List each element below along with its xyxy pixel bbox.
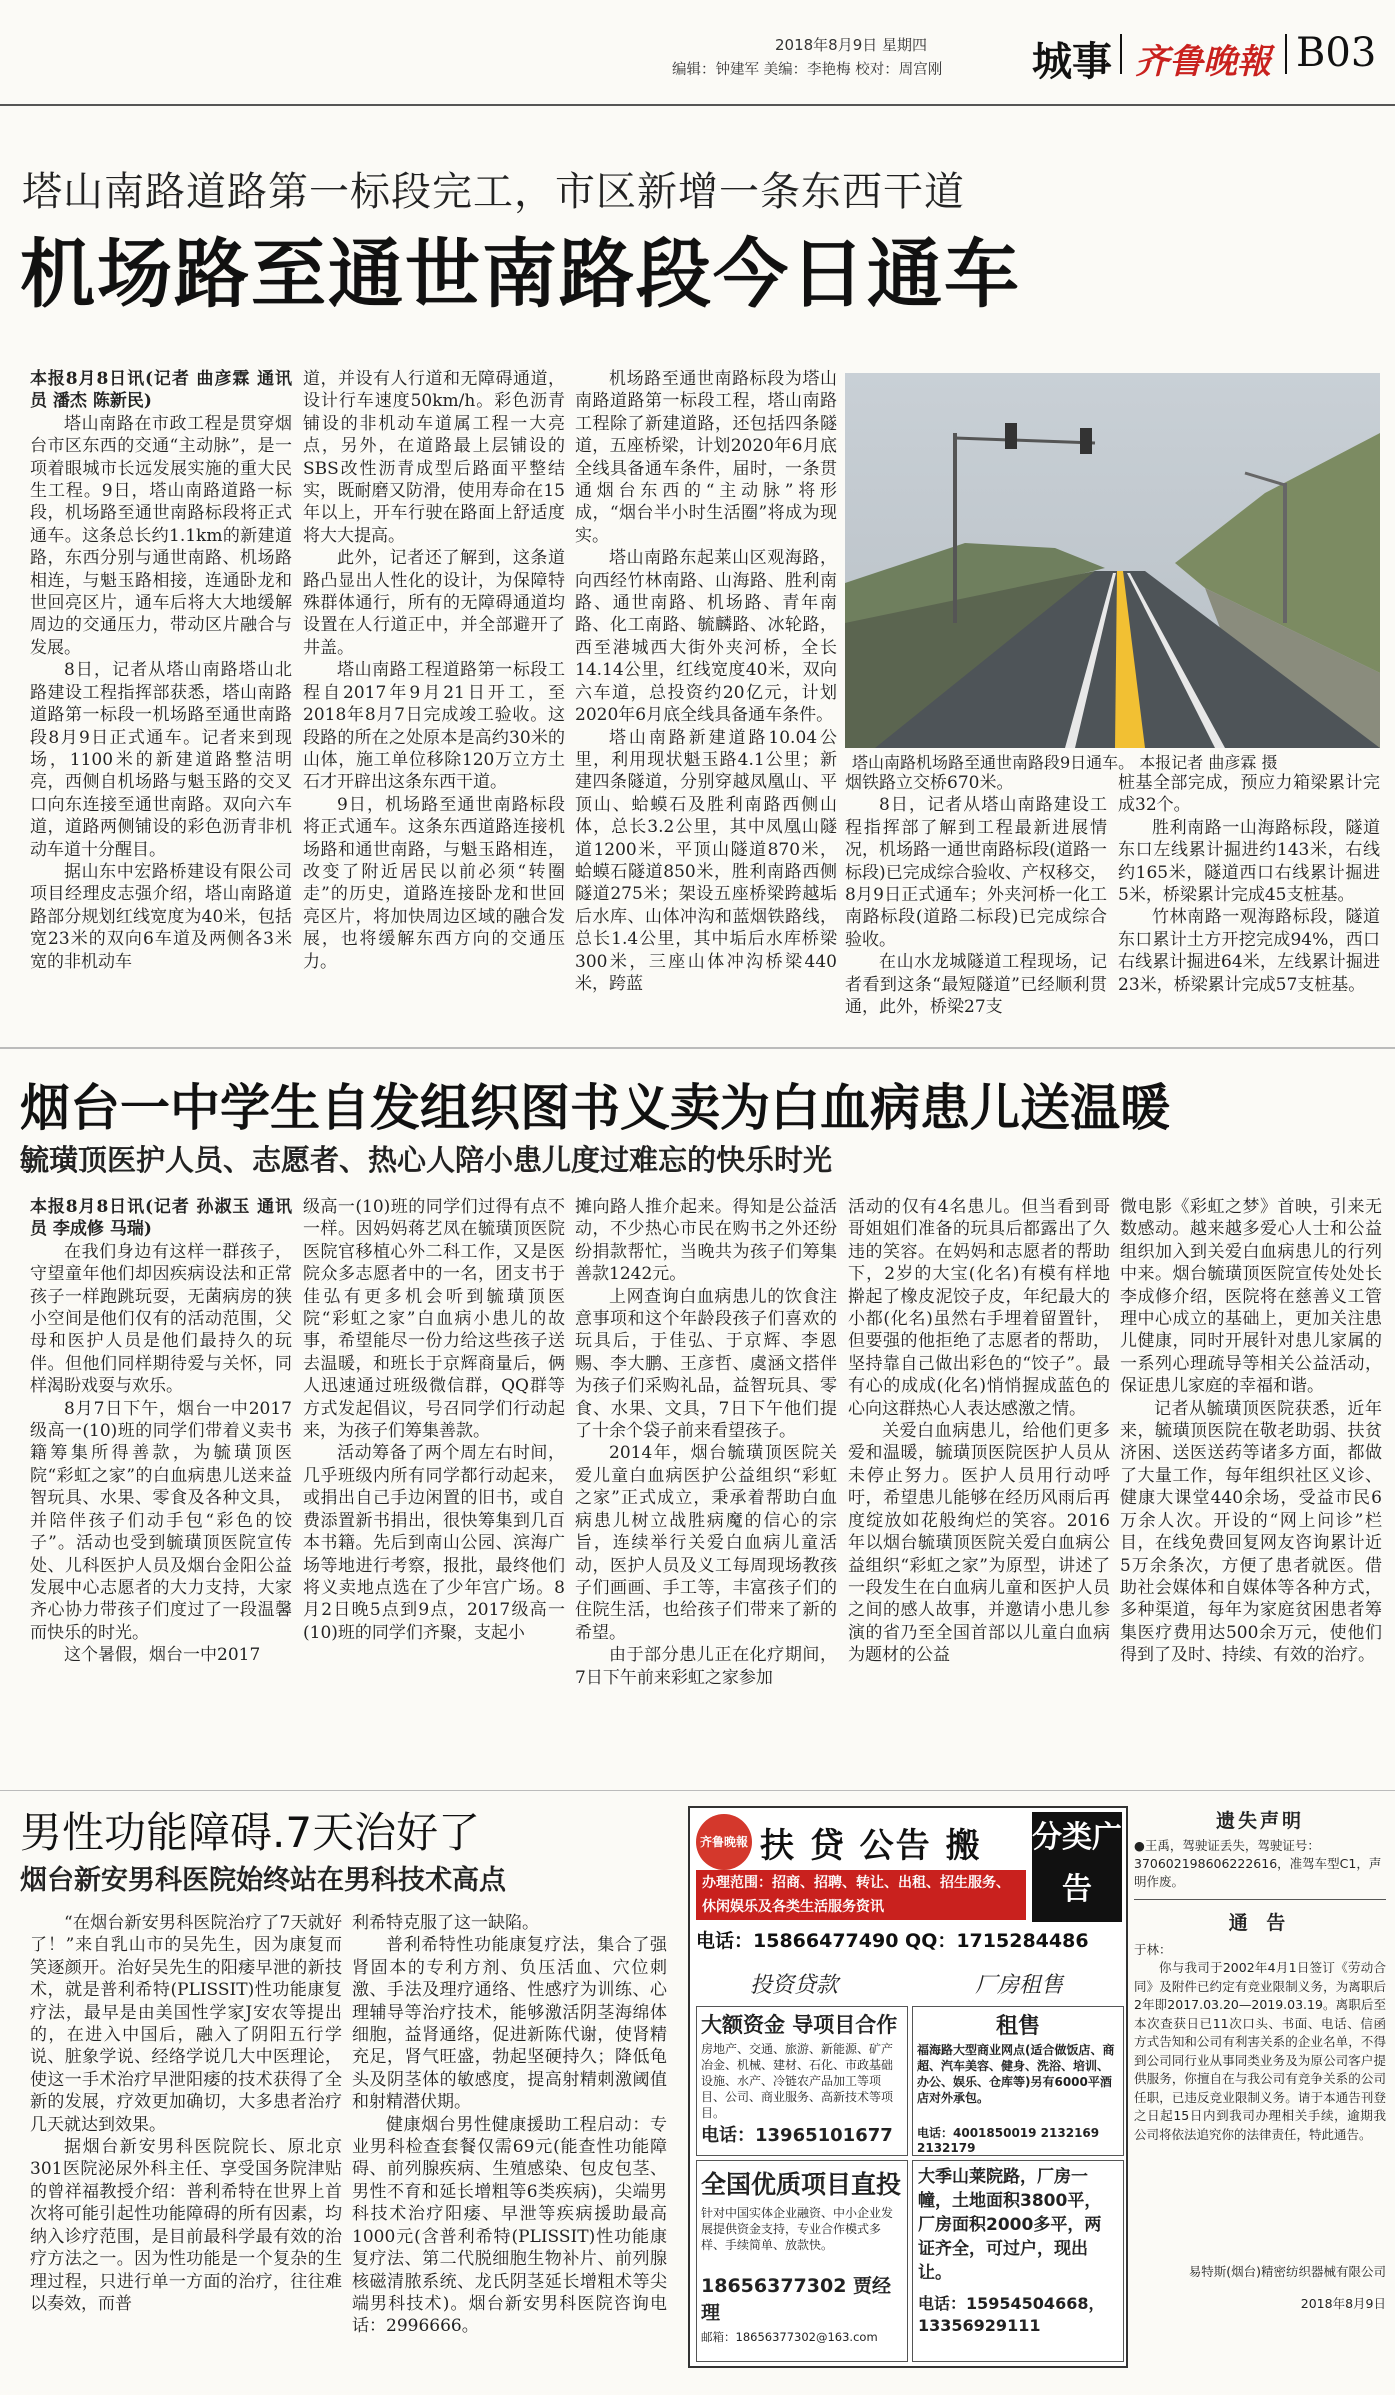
paragraph: 塔山南路在市政工程是贯穿烟台市区东西的交通“主动脉”，是一项着眼城市长远发展实施的重大民生工程。9日，塔山南路道路一标段，机场路至通世南路标段将正式通车。这条总长约1.1km的新建道路，东西分别与通世南路、机场路相连，与魁玉路相接，连通卧龙和世回亮区片，通车后将大大地缓解周边的交通压力，带动区片融合与发展。: [30, 413, 292, 658]
classified-ads-box: [688, 1806, 1128, 2368]
ads-side-label: 分类广告: [1032, 1812, 1122, 1922]
notice-company: 易特斯(烟台)精密纺织器械有限公司: [1188, 2264, 1386, 2279]
article2-column-5: [1120, 1196, 1382, 1782]
paragraph: 8日，记者从塔山南路塔山北路建设工程指挥部获悉，塔山南路道路第一标段一机场路至通世南路段8月9日正式通车。记者来到现场，1100米的新建道路整洁明亮，西侧自机场路与魁玉路的交叉口向东连接至通世南路。双向六车道，道路两侧铺设的彩色沥青非机动车道十分醒目。: [30, 660, 292, 860]
paragraph: 9日，机场路至通世南路标段将正式通车。这条东西道路连接机场路和通世南路，与魁玉路相连，改变了附近居民以前必须“转圈走”的历史，道路连接卧龙和世回亮区片，将加快周边区域的融合发展，也将缓解东西方向的交通压力。: [303, 794, 565, 972]
paragraph: 在山水龙城隧道工程现场，记者看到这条“最短隧道”已经顺利贯通，此外，桥梁27支: [845, 952, 1107, 1018]
paragraph: 关爱白血病患儿，给他们更多爱和温暖，毓璜顶医院医护人员从未停止努力。医护人员用行动呼吁，希望患儿能够在经历风雨后再度绽放如花般绚烂的笑容。2016年以烟台毓璜顶医院关爱白血病公益组织“彩虹之家”为原型，讲述了一段发生在白血病儿童和医护人员之间的感人故事，并邀请小患儿参演的省乃至全国首部以儿童白血病为题材的公益: [848, 1421, 1110, 1666]
paragraph: 竹林南路一观海路标段，隧道东口累计土方开挖完成94%，西口右线累计掘进64米，左线累计掘进23米，桥梁累计完成57支桩基。: [1118, 907, 1380, 995]
section-name: 城事: [1032, 38, 1112, 85]
ad-funding-body: 房地产、交通、旅游、新能源、矿产冶金、机械、建材、石化、市政基础设施、水产、冷链农产品加工等项目、公司、商业服务、高新技术等项目。: [701, 2042, 894, 2120]
photo-caption: 塔山南路机场路至通世南路段9日通车。 本报记者 曲彦霖 摄: [852, 753, 1278, 772]
paragraph: 这个暑假，烟台一中2017: [64, 1645, 261, 1666]
ads-category-rent: 厂房租售: [975, 1973, 1064, 1998]
paragraph: 塔山南路东起莱山区观海路，向西经竹林南路、山海路、胜利南路、通世南路、机场路、青年南路、化工南路、毓麟路、冰轮路，西至港城西大街外夹河桥，全长14.14公里，红线宽度40米，双向六车道，总投资约20亿元，计划2020年6月底全线具备通车条件。: [575, 548, 837, 726]
notice-date: 2018年8月9日: [1300, 2296, 1386, 2311]
ad-projects-phone: 18656377302 贾经理: [701, 2275, 892, 2324]
article2-column-2: [303, 1196, 565, 1782]
paragraph: “在烟台新安男科医院治疗了7天就好了！”来自乳山市的吴先生，因为康复而笑逐颜开。治好吴先生的阳痿早泄的新技术，就是普利希特(PLISSIT)性功能康复疗法，最早是由美国性学家J安农等提出的，在进入中国后，融入了阴阳五行学说、脏象学说、经络学说几大中医理论，使这一手术治疗早泄阳痿的技术获得了全新的发展，疗效更加确切，大多患者治疗几天就达到效果。: [30, 1913, 342, 2135]
paragraph: 胜利南路一山海路标段，隧道东口左线累计掘进约143米，右线约165米，隧道西口右线累计掘进5米，桥梁累计完成45支桩基。: [1118, 817, 1380, 906]
article1-column-5: [1118, 772, 1380, 1037]
article3-column-2: [352, 1912, 667, 2382]
paragraph: 机场路至通世南路标段为塔山南路道路第一标段工程，塔山南路工程除了新建道路，还包括四条隧道，五座桥梁，计划2020年6月底全线具备通车条件，届时，一条贯通烟台东西的“主动脉”将形成，“烟台半小时生活圈”将成为现实。: [575, 369, 837, 546]
lost-notice-title: 遗失声明: [1215, 1810, 1304, 1832]
editor-credits: 编辑：钟建军 美编：李艳梅 校对：周宫刚: [672, 62, 943, 78]
public-notice-body: 你与我司于2002年4月1日签订《劳动合同》及附件已约定有竞业限制义务，为离职后2年即2017.03.20—2019.03.19。离职后至本次查获日已11次口头、书面、电话、信函方式告知和公司有利害关系的企业名单，不得到公司同行业从事同类业务及为原公司客户提供服务，你擅自在与我公司有竞争关系的公司任职，已违反竞业限制义务。请于本通告刊登之日起15日内到我司办理相关手续，逾期我公司将依法追究你的法律责任，特此通告。: [1134, 1960, 1386, 2142]
ads-contact-phone: 电话：15866477490 QQ：1715284486: [696, 1930, 1089, 1952]
paragraph: 由于部分患儿正在化疗期间，7日下午前来彩虹之家参加: [575, 1645, 837, 1688]
lost-notice-body: ●王禹，驾驶证丢失，驾驶证号：370602198606222616，准驾车型C1，声明作废。: [1134, 1838, 1382, 1889]
paragraph: 微电影《彩虹之梦》首映，引来无数感动。越来越多爱心人士和公益组织加入到关爱白血病患儿的行列中来。烟台毓璜顶医院宣传处处长李成修介绍，医院将在慈善义工管理中心成立的基础上，更加关注患儿健康，同时开展针对患儿家属的一系列心理疏导等相关公益活动，保证患儿家庭的幸福和谐。: [1120, 1197, 1382, 1397]
paragraph: 在我们身边有这样一群孩子，守望童年他们却因疾病设法和正常孩子一样跑跳玩耍，无菌病房的狭小空间是他们仅有的活动范围，父母和医护人员是他们最持久的玩伴。但他们同样期待爱与关怀，同样渴盼戏耍与欢乐。: [30, 1241, 292, 1397]
header-divider: [1120, 34, 1122, 74]
article1-subtitle: 塔山南路道路第一标段完工，市区新增一条东西干道: [22, 169, 965, 215]
article1-column-2: [303, 368, 565, 1036]
article3-subtitle: 烟台新安男科医院始终站在男科技术高点: [20, 1865, 506, 1896]
ad-projects-body: 针对中国实体企业融资、中小企业发展提供资金支持，专业合作模式多样、手续简单、放款快。: [701, 2206, 894, 2252]
article1-column-4: [845, 772, 1107, 1037]
issue-date: 2018年8月9日 星期四: [775, 36, 928, 54]
ads-category-invest: 投资贷款: [750, 1973, 839, 1998]
paragraph: 据烟台新安男科医院院长、原北京301医院泌尿外科主任、享受国务院津贴的曾祥福教授介绍：普利希特在世界上首次将可能引起性功能障碍的所有因素，均纳入诊疗范围，是目前最科学最有效的治疗方法之一。因为性功能是一个复杂的生理过程，只进行单一方面的治疗，往往难以奏效，而普: [30, 2137, 342, 2314]
article1-column-1: [30, 368, 292, 1036]
ad-projects-title: 全国优质项目直投: [701, 2170, 902, 2199]
ad-rental: [912, 2006, 1124, 2156]
ad-funding-title: 大额资金 导项目合作: [701, 2013, 898, 2037]
header-divider: [1285, 34, 1287, 74]
ad-factory: [912, 2160, 1124, 2362]
article2-headline: 烟台一中学生自发组织图书义卖为白血病患儿送温暖: [20, 1078, 1170, 1137]
notice-addressee: 于林：: [1134, 1942, 1172, 1957]
ads-banner: 扶 贷 公告 搬: [760, 1826, 982, 1866]
article3-headline: 男性功能障碍.7天治好了: [20, 1808, 481, 1857]
article1-column-3b: [575, 764, 837, 1036]
article2-column-4: [848, 1196, 1110, 1782]
article2-column-3: [575, 1196, 837, 1782]
paragraph: 据山东中宏路桥建设有限公司项目经理皮志强介绍，塔山南路道路部分规划红线宽度为40米，包括宽23米的双向6车道及两侧各3米宽的非机动车: [30, 861, 292, 972]
paragraph: 摊向路人推介起来。得知是公益活动，不少热心市民在购书之外还纷纷捐款帮忙，当晚共为孩子们筹集善款1242元。: [575, 1197, 837, 1285]
article1-column-3: [575, 368, 837, 994]
ad-projects-email: 邮箱：18656377302@163.com: [701, 2330, 878, 2344]
paragraph: 8月7日下午，烟台一中2017级高一(10)班的同学们带着义卖书籍筹集所得善款，为毓璜顶医院“彩虹之家”的白血病患儿送来益智玩具、水果、零食及各种文具，并陪伴孩子们动手包“彩色的饺子”。活动也受到毓璜顶医院宣传处、儿科医护人员及烟台金阳公益发展中心志愿者的大力支持，大家齐心协力带孩子们度过了一段温馨而快乐的时光。: [30, 1398, 292, 1643]
paragraph: 利希特克服了这一缺陷。: [352, 1913, 539, 1933]
paragraph: 健康烟台男性健康援助工程启动：专业男科检查套餐仅需69元(能查性功能障碍、前列腺疾病、生殖感染、包皮包茎、男性不育和延长增粗等6类疾病)，尖端男科技术治疗阳痿、早泄等疾病援助最高1000元(含普利希特(PLISSIT)性功能康复疗法、第二代脱细胞生物补片、前列腺核磁清脓系统、龙氏阴茎延长增粗术等尖端男科技术)。烟台新安男科医院咨询电话：2996666。: [352, 2114, 667, 2337]
paragraph: 活动筹备了两个周左右时间，几乎班级内所有同学都行动起来，或捐出自己手边闲置的旧书，或自费添置新书捐出，很快筹集到几百本书籍。先后到南山公园、滨海广场等地进行考察，报批，最终他们将义卖地点选在了少年宫广场。8月2日晚5点到9点，2017级高一(10)班的同学们齐聚，支起小: [303, 1443, 565, 1643]
paragraph: 活动的仅有4名患儿。但当看到哥哥姐姐们准备的玩具后都露出了久违的笑容。在妈妈和志愿者的帮助下，2岁的大宝(化名)有模有样地擀起了橡皮泥饺子皮，年纪最大的小都(化名)虽然右手埋着留置针，但要强的他拒绝了志愿者的帮助，坚持靠自己做出彩色的“饺子”。最有心的成成(化名)悄悄握成蓝色的心向这群热心人表达感激之情。: [848, 1197, 1110, 1419]
ad-factory-phone: 电话：15954504668，13356929111: [918, 2294, 1105, 2335]
header-rule: [0, 104, 1395, 106]
article3-column-1: [30, 1912, 342, 2382]
paragraph: 8日，记者从塔山南路建设工程指挥部了解到工程最新进展情况，机场路一通世南路标段(道路一标段)已完成综合验收、产权移交，8月9日正式通车；外夹河桥一化工南路标段(道路二标段)已完成综合验收。: [845, 795, 1107, 950]
public-notice-title: 通 告: [1228, 1912, 1292, 1934]
paragraph: 塔山南路新建道路10.04公里，利用现状魁玉路4.1公里；新建四条隧道，分别穿越凤凰山、平顶山、蛤蟆石及胜利南路西侧山体，总长3.2公里，其中凤凰山隧道1200米，平顶山隧道870米，蛤蟆石隧道850米，胜利南路西侧隧道275米；架设五座桥梁跨越垢后水库、山体冲沟和蓝烟铁路线，总长1.4公里，其中垢后水库桥梁300米，三座山体冲沟桥梁440米，跨蓝: [575, 727, 837, 994]
notice-divider: [1134, 1899, 1386, 1900]
ad-rental-body: 福海路大型商业网点(适合做饭店、商超、汽车美容、健身、洗浴、培训、办公、娱乐、仓库等)另有6000平酒店对外承包。: [917, 2043, 1115, 2105]
ad-funding-phone: 电话：13965101677: [701, 2125, 893, 2146]
paragraph: 此外，记者还了解到，这条道路凸显出人性化的设计，为保障特殊群体通行，所有的无障碍通道均设置在人行道正中，并全部避开了井盖。: [303, 548, 565, 658]
newspaper-logo: 齐鲁晚報: [1135, 42, 1271, 82]
road-photo: [845, 373, 1380, 748]
article2-column-1: [30, 1196, 292, 1782]
section-separator: [0, 1790, 1395, 1791]
notice-column: [1134, 1806, 1386, 2368]
paragraph: 塔山南路工程道路第一标段工程自2017年9月21日开工，至2018年8月7日完成竣工验收。这段路的所在之处原本是高约30米的山体，施工单位移除120万立方土石才开辟出这条东西干道。: [303, 660, 565, 793]
article2-subtitle: 毓璜顶医护人员、志愿者、热心人陪小患儿度过难忘的快乐时光: [20, 1143, 833, 1177]
ad-projects: [696, 2160, 908, 2362]
paragraph: 上网查询白血病患儿的饮食注意事项和这个年龄段孩子们喜欢的玩具后，于佳弘、于京辉、李恩赐、李大鹏、王彦哲、虞涵文搭伴为孩子们采购礼品，益智玩具、零食、水果、文具，7日下午他们提了十余个袋子前来看望孩子。: [575, 1286, 837, 1442]
article1-headline: 机场路至通世南路段今日通车: [20, 230, 1022, 318]
ads-service-range: 办理范围：招商、招聘、转让、出租、招生服务、休闲娱乐及各类生活服务资讯: [696, 1870, 1026, 1920]
ads-logo: 齐鲁晚報: [696, 1814, 752, 1870]
paragraph: 记者从毓璜顶医院获悉，近年来，毓璜顶医院在敬老助弱、扶贫济困、送医送药等诸多方面，都做了大量工作，每年组织社区义诊、健康大课堂440余场，受益市民6万余人次。开设的“网上问诊”栏目，在线免费回复网友咨询累计近5万余条次，方便了患者就医。借助社会媒体和自媒体等各种方式，多种渠道，每年为家庭贫困患者筹集医疗费用达500余万元，使他们得到了及时、持续、有效的治疗。: [1120, 1398, 1382, 1666]
paragraph: 2014年，烟台毓璜顶医院关爱儿童白血病医护公益组织“彩虹之家”正式成立，秉承着帮助白血病患儿树立战胜病魔的信心的宗旨，连续举行关爱白血病儿童活动，医护人员及义工每周现场教孩子们画画、手工等，丰富孩子们的住院生活，也给孩子们带来了新的希望。: [575, 1443, 837, 1643]
ad-rental-phone: 电话：4001850019 2132169 2132179: [917, 2126, 1100, 2155]
paragraph: 道，并设有人行道和无障碍通道，设计行车速度50km/h。彩色沥青铺设的非机动车道属工程一大亮点，另外，在道路最上层铺设的SBS改性沥青成型后路面平整结实，既耐磨又防滑，使用寿命在15年以上，开车行驶在路面上舒适度将大大提高。: [303, 369, 565, 546]
page-number: B03: [1296, 30, 1377, 76]
ad-rental-title: 租售: [995, 2014, 1040, 2039]
paragraph: 普利希特性功能康复疗法，集合了强肾固本的专利方剂、负压活血、穴位刺激、手法及理疗通络、性感疗为训练、心理辅导等治疗技术，能够激活阴茎海绵体细胞，益肾通络，促进新陈代谢，使肾精充足，肾气旺盛，勃起坚硬持久；降低龟头及阴茎体的敏感度，提高射精刺激阈值和射精潜伏期。: [352, 1935, 667, 2113]
paragraph: 桩基全部完成，预应力箱梁累计完成32个。: [1118, 773, 1380, 816]
article1-byline: 本报8月8日讯(记者 曲彦霖 通讯员 潘杰 陈新民): [30, 369, 292, 412]
ad-funding: [696, 2006, 908, 2156]
section-separator: [0, 1047, 1395, 1049]
paragraph: 级高一(10)班的同学们过得有点不一样。因妈妈蒋艺凤在毓璜顶医院医院官移植心外二科工作，又是医院众多志愿者中的一名，团支书于佳弘有更多机会听到毓璜顶医院“彩虹之家”白血病小患儿的故事，希望能尽一份力给这些孩子送去温暖，和班长于京辉商量后，俩人迅速通过班级微信群，QQ群等方式发起倡议，号召同学们行动起来，为孩子们筹集善款。: [303, 1197, 565, 1442]
article2-byline: 本报8月8日讯(记者 孙淑玉 通讯员 李成修 马瑞): [30, 1197, 292, 1240]
road-photo-illustration: [845, 373, 1380, 748]
ad-factory-title: 大季山莱院路，厂房一幢，土地面积3800平，厂房面积2000多平，两证齐全，可过户，现出让。: [918, 2167, 1102, 2283]
paragraph: 烟铁路立交桥670米。: [845, 773, 1014, 793]
